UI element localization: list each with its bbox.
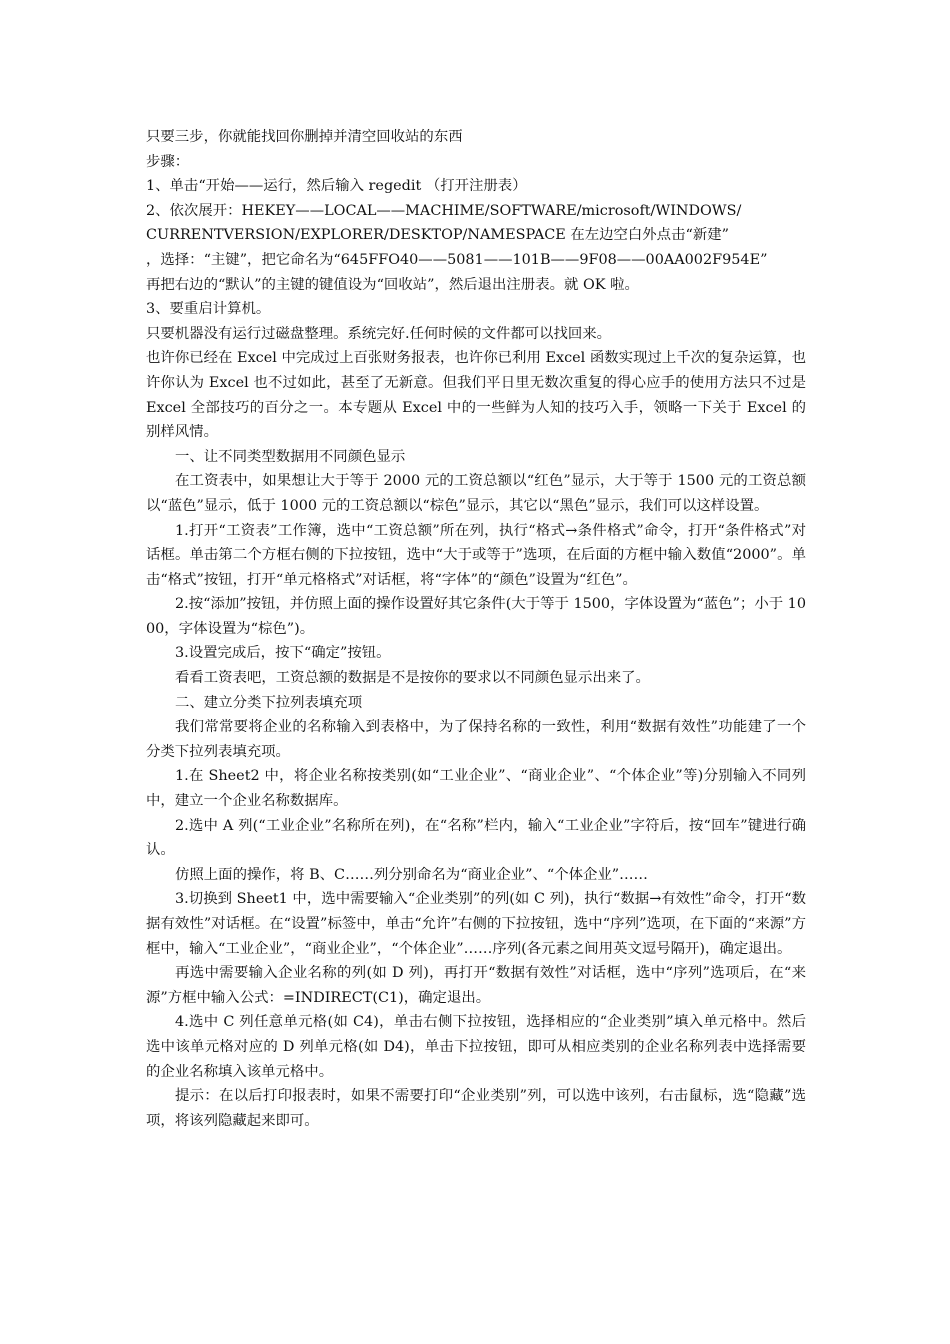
paragraph-dropdown-step-1: 1.在 Sheet2 中，将企业名称按类别(如“工业企业”、“商业企业”、“个体企业”等)分别输入不同列中，建立一个企业名称数据库。 bbox=[146, 768, 806, 810]
paragraph-dropdown-step-3b: 再选中需要输入企业名称的列(如 D 列)，再打开“数据有效性”对话框，选中“序列”选项后，在“来源”方框中输入公式：=INDIRECT(C1)，确定退出。 bbox=[146, 965, 806, 1006]
paragraph-salary-step-2: 2.按“添加”按钮，并仿照上面的操作设置好其它条件(大于等于 1500，字体设置为“蓝色”；小于 1000，字体设置为“棕色”)。 bbox=[146, 596, 806, 637]
paragraph-tip: 提示：在以后打印报表时，如果不需要打印“企业类别”列，可以选中该列，右击鼠标，选“隐藏”选项，将该列隐藏起来即可。 bbox=[146, 1088, 806, 1129]
paragraph-dropdown-step-3: 3.切换到 Sheet1 中，选中需要输入“企业类别”的列(如 C 列)，执行“数据→有效性”命令，打开“数据有效性”对话框。在“设置”标签中，单击“允许”右侧的下拉按钮，选中“序列”选项，在下面的“来源”方框中，输入“工业企业”，“商业企业”，“个体企业”……序列(各元素之间用英文逗号隔开)，确定退出。 bbox=[146, 891, 806, 957]
paragraph-dropdown-step-2b: 仿照上面的操作，将 B、C……列分别命名为“商业企业”、“个体企业”…… bbox=[175, 866, 648, 883]
paragraph-salary-step-3: 3.设置完成后，按下“确定”按钮。 bbox=[175, 645, 391, 662]
paragraph-excel-intro: 也许你已经在 Excel 中完成过上百张财务报表，也许你已利用 Excel 函数实现过上千次的复杂运算，也许你认为 Excel 也不过如此，甚至了无新意。但我们平日里无数次重复的得心应手的使用方法只不过是 Excel 全部技巧的百分之一。本专题从 Excel 中的一些鲜为人知的技巧入手，领略一下关于 Excel 的别样风情。 bbox=[146, 350, 811, 441]
document-body bbox=[146, 125, 811, 1133]
paragraph-step-3: 3、要重启计算机。 bbox=[146, 301, 271, 318]
section-heading-2: 二、建立分类下拉列表填充项 bbox=[175, 694, 363, 711]
paragraph-step-2: 2、依次展开：HEKEY——LOCAL——MACHIME/SOFTWARE/microsoft/WINDOWS/ CURRENTVERSION/EXPLORER/DESKTOP/NAMESPACE 在左边空白外点击“新建” ，选择：“主键”，把它命名为“645FFO40——5081——101B——9F08——00AA002F954E” 再把右边的“默认”的主键的键值设为“回收站”，然后退出注册表。就 OK 啦。 bbox=[146, 202, 768, 293]
paragraph-step-1: 1、单击“开始——运行，然后输入 regedit （打开注册表） bbox=[146, 178, 527, 195]
paragraph-salary-intro: 在工资表中，如果想让大于等于 2000 元的工资总额以“红色”显示，大于等于 1500 元的工资总额以“蓝色”显示，低于 1000 元的工资总额以“棕色”显示，其它以“黑色”显示，我们可以这样设置。 bbox=[146, 473, 806, 514]
paragraph-intro-title: 只要三步，你就能找回你删掉并清空回收站的东西 bbox=[146, 129, 463, 145]
paragraph-salary-result: 看看工资表吧，工资总额的数据是不是按你的要求以不同颜色显示出来了。 bbox=[175, 670, 650, 687]
paragraph-dropdown-step-2: 2.选中 A 列(“工业企业”名称所在列)，在“名称”栏内，输入“工业企业”字符后，按“回车”键进行确认。 bbox=[146, 817, 806, 859]
paragraph-dropdown-intro: 我们常常要将企业的名称输入到表格中，为了保持名称的一致性，利用“数据有效性”功能建了一个分类下拉列表填充项。 bbox=[146, 719, 806, 760]
paragraph-dropdown-step-4: 4.选中 C 列任意单元格(如 C4)，单击右侧下拉按钮，选择相应的“企业类别”填入单元格中。然后选中该单元格对应的 D 列单元格(如 D4)，单击下拉按钮，即可从相应类别的企业名称列表中选择需要的企业名称填入该单元格中。 bbox=[146, 1014, 806, 1080]
section-heading-1: 一、让不同类型数据用不同颜色显示 bbox=[175, 448, 406, 465]
paragraph-note: 只要机器没有运行过磁盘整理。系统完好.任何时候的文件都可以找回来。 bbox=[146, 325, 612, 342]
paragraph-steps-label: 步骤： bbox=[146, 153, 190, 170]
paragraph-salary-step-1: 1.打开“工资表”工作簿，选中“工资总额”所在列，执行“格式→条件格式”命令，打开“条件格式”对话框。单击第二个方框右侧的下拉按钮，选中“大于或等于”选项，在后面的方框中输入数值“2000”。单击“格式”按钮，打开“单元格格式”对话框，将“字体”的“颜色”设置为“红色”。 bbox=[146, 522, 806, 588]
